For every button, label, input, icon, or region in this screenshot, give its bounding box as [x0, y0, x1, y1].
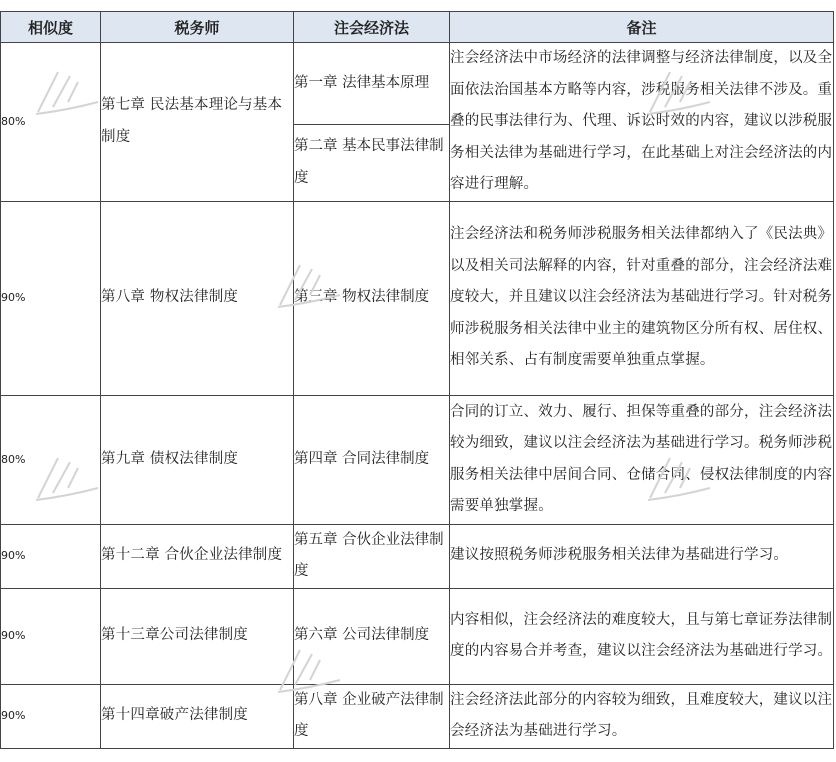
- note-cell: 注会经济法中市场经济的法律调整与经济法律制度，以及全面依法治国基本方略等内容，涉税服务相关法律不涉及。重叠的民事法律行为、代理、诉讼时效的内容，建议以涉税服务相关法律为基础进行学习，在此基础上对注会经济法的内容进行理解。: [450, 43, 834, 202]
- similarity-cell: 80%: [1, 395, 101, 524]
- tax-chapter-cell: 第八章 物权法律制度: [101, 201, 294, 395]
- similarity-cell: 90%: [1, 201, 101, 395]
- cpa-chapter-cell: 第四章 合同法律制度: [294, 395, 450, 524]
- header-tax-advisor: 税务师: [101, 12, 294, 43]
- table-row: [1, 201, 834, 395]
- note-cell: 注会经济法此部分的内容较为细致，且难度较大，建议以注会经济法为基础进行学习。: [450, 684, 834, 748]
- similarity-cell: 90%: [1, 684, 101, 748]
- cpa-chapter-cell: 第五章 合伙企业法律制度: [294, 524, 450, 588]
- tax-chapter-cell: 第七章 民法基本理论与基本制度: [101, 43, 294, 202]
- tax-chapter-cell: 第十三章公司法律制度: [101, 588, 294, 684]
- note-cell: 合同的订立、效力、履行、担保等重叠的部分，注会经济法较为细致，建议以注会经济法为基础进行学习。税务师涉税服务相关法律中居间合同、仓储合同、侵权法律制度的内容需要单独掌握。: [450, 395, 834, 524]
- note-cell: 内容相似，注会经济法的难度较大，且与第七章证券法律制度的内容易合并考查，建议以注会经济法为基础进行学习。: [450, 588, 834, 684]
- similarity-cell: 80%: [1, 43, 101, 202]
- header-similarity: 相似度: [1, 12, 101, 43]
- table-row: [1, 684, 834, 748]
- cpa-chapter-cell: 第六章 公司法律制度: [294, 588, 450, 684]
- table-row: [1, 395, 834, 524]
- tax-chapter-cell: 第十四章破产法律制度: [101, 684, 294, 748]
- similarity-cell: 90%: [1, 524, 101, 588]
- tax-chapter-cell: 第十二章 合伙企业法律制度: [101, 524, 294, 588]
- header-cpa-economic-law: 注会经济法: [294, 12, 450, 43]
- similarity-cell: 90%: [1, 588, 101, 684]
- header-row: [1, 12, 834, 43]
- note-cell: 建议按照税务师涉税服务相关法律为基础进行学习。: [450, 524, 834, 588]
- cpa-chapter-cell: 第一章 法律基本原理: [294, 43, 450, 125]
- comparison-table: [0, 11, 834, 749]
- cpa-chapter-cell: 第二章 基本民事法律制度: [294, 124, 450, 201]
- tax-chapter-cell: 第九章 债权法律制度: [101, 395, 294, 524]
- header-remarks: 备注: [450, 12, 834, 43]
- cpa-chapter-cell: 第三章 物权法律制度: [294, 201, 450, 395]
- table-row: [1, 588, 834, 684]
- table-row: [1, 43, 834, 125]
- cpa-chapter-cell: 第八章 企业破产法律制度: [294, 684, 450, 748]
- note-cell: 注会经济法和税务师涉税服务相关法律都纳入了《民法典》以及相关司法解释的内容，针对重叠的部分，注会经济法难度较大，并且建议以注会经济法为基础进行学习。针对税务师涉税服务相关法律中业主的建筑物区分所有权、居住权、相邻关系、占有制度需要单独重点掌握。: [450, 201, 834, 395]
- table-row: [1, 524, 834, 588]
